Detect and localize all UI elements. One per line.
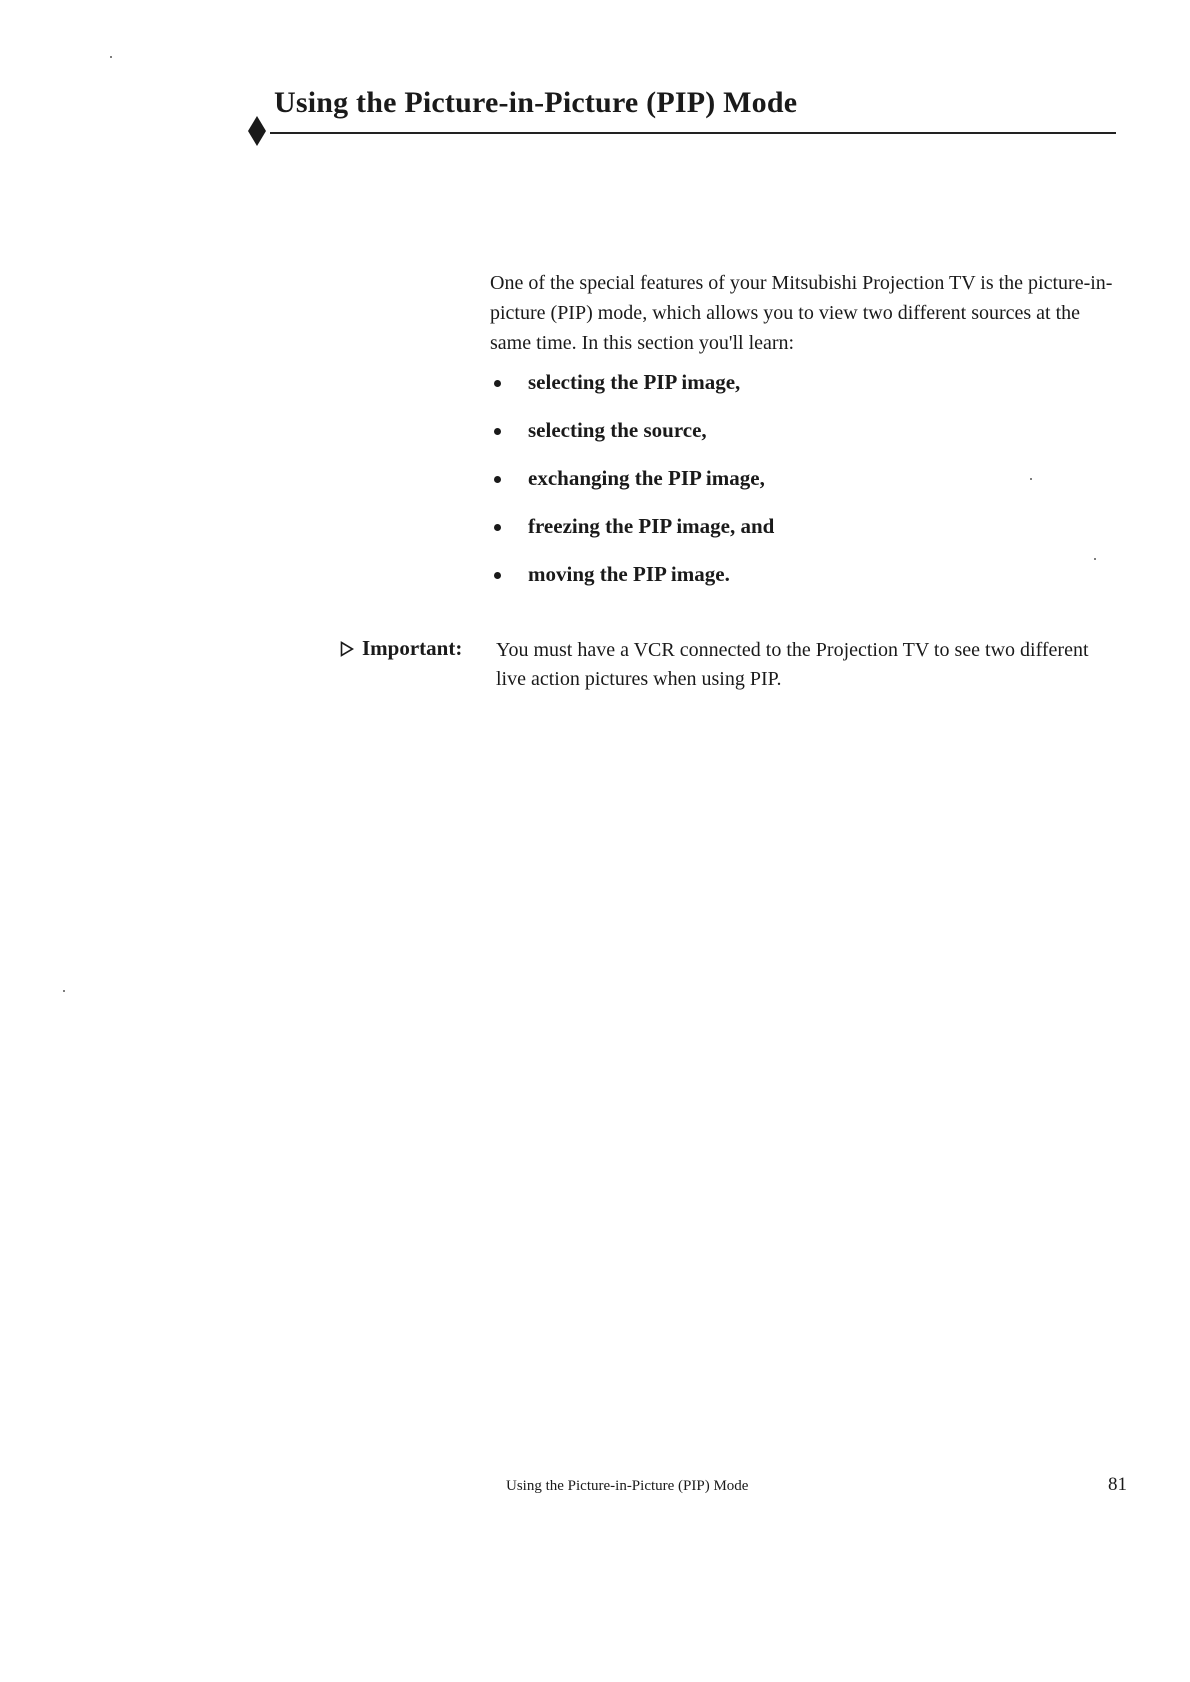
list-item [490,418,774,466]
note-label-group [340,636,462,661]
section-header [248,86,1116,140]
list-item [490,370,774,418]
topic-list [490,370,774,610]
diamond-icon [248,116,266,146]
list-item-text: moving the PIP image. [528,562,730,586]
page-title: Using the Picture-in-Picture (PIP) Mode [274,86,798,119]
list-item-text: selecting the PIP image, [528,370,741,394]
footer-title: Using the Picture-in-Picture (PIP) Mode [506,1478,749,1494]
list-item [490,466,774,514]
note-text: You must have a VCR connected to the Projection TV to see two different live action pictures when using PIP. [496,639,1089,690]
bullet-icon [494,380,501,387]
list-item-text: exchanging the PIP image, [528,466,765,490]
bullet-icon [494,524,501,531]
list-item-text: freezing the PIP image, and [528,514,775,538]
page-number: 81 [1108,1474,1127,1495]
scan-speck [110,56,112,58]
scan-speck [1030,478,1032,480]
list-item [490,514,774,562]
intro-paragraph: One of the special features of your Mitsubishi Projection TV is the picture-in-picture (PIP) mode, which allows you to view two different sources at the same time. In this section you'll learn: [490,272,1113,354]
bullet-icon [494,572,501,579]
triangle-icon [340,641,354,657]
scan-speck [63,990,65,992]
note-label: Important: [362,636,463,660]
bullet-icon [494,428,501,435]
list-item [490,562,774,610]
scan-speck [1094,558,1096,560]
header-rule [270,132,1116,134]
bullet-icon [494,476,501,483]
list-item-text: selecting the source, [528,418,707,442]
